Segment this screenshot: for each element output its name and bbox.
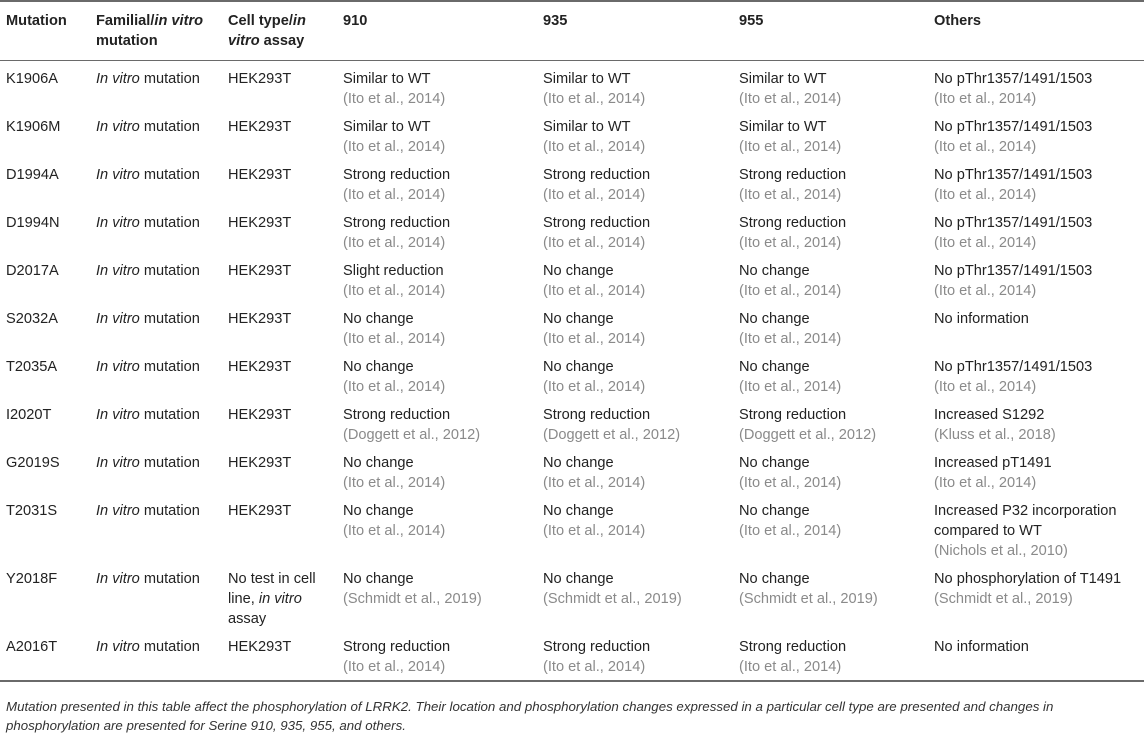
cell-935: Similar to WT (Ito et al., 2014) — [537, 61, 733, 113]
cell-910: Similar to WT (Ito et al., 2014) — [337, 112, 537, 160]
cell-familial: In vitro mutation — [96, 167, 200, 183]
citation: (Ito et al., 2014) — [543, 91, 646, 107]
table-caption: Mutation presented in this table affect the phosphorylation of LRRK2. Their location and phosphorylation changes expressed in a particular cell type are presented and changes in phosphorylation are presented for Serine 910, 935, 955, and others. — [6, 699, 1054, 733]
cell-910: No change (Ito et al., 2014) — [337, 448, 537, 496]
citation: (Ito et al., 2014) — [543, 331, 646, 347]
cell-955: No change (Schmidt et al., 2019) — [733, 564, 928, 632]
citation: (Ito et al., 2014) — [739, 379, 842, 395]
cell-others: No pThr1357/1491/1503 (Ito et al., 2014) — [928, 112, 1144, 160]
cell-910: No change (Ito et al., 2014) — [337, 496, 537, 564]
citation: (Ito et al., 2014) — [739, 331, 842, 347]
cell-955: No change (Ito et al., 2014) — [733, 256, 928, 304]
cell-910: Strong reduction (Ito et al., 2014) — [337, 160, 537, 208]
citation: (Ito et al., 2014) — [343, 523, 446, 539]
cell-cell-type: HEK293T — [228, 503, 292, 519]
cell-955: Strong reduction (Ito et al., 2014) — [733, 632, 928, 681]
citation: (Schmidt et al., 2019) — [543, 591, 682, 607]
cell-others: Increased S1292 (Kluss et al., 2018) — [928, 400, 1144, 448]
cell-others: No pThr1357/1491/1503 (Ito et al., 2014) — [928, 256, 1144, 304]
cell-mutation: D1994A — [6, 167, 59, 183]
cell-cell-type: HEK293T — [228, 119, 292, 135]
citation: (Ito et al., 2014) — [543, 187, 646, 203]
citation: (Ito et al., 2014) — [934, 91, 1037, 107]
header-955: 955 — [739, 13, 764, 29]
citation: (Ito et al., 2014) — [343, 91, 446, 107]
cell-familial: In vitro mutation — [96, 263, 200, 279]
citation: (Ito et al., 2014) — [739, 187, 842, 203]
citation: (Ito et al., 2014) — [343, 331, 446, 347]
cell-910: Similar to WT (Ito et al., 2014) — [337, 61, 537, 113]
citation: (Kluss et al., 2018) — [934, 427, 1056, 443]
cell-955: Strong reduction (Ito et al., 2014) — [733, 160, 928, 208]
cell-955: Similar to WT (Ito et al., 2014) — [733, 61, 928, 113]
citation: (Schmidt et al., 2019) — [739, 591, 878, 607]
header-mutation: Mutation — [6, 13, 67, 29]
citation: (Schmidt et al., 2019) — [343, 591, 482, 607]
cell-others: No information — [934, 639, 1029, 655]
cell-mutation: K1906M — [6, 119, 61, 135]
cell-familial: In vitro mutation — [96, 71, 200, 87]
header-cell-type: Cell type/in vitro assay — [228, 13, 306, 49]
cell-mutation: G2019S — [6, 455, 60, 471]
table-row — [0, 61, 1144, 113]
citation: (Ito et al., 2014) — [343, 659, 446, 675]
cell-955: No change (Ito et al., 2014) — [733, 448, 928, 496]
citation: (Ito et al., 2014) — [343, 379, 446, 395]
cell-cell-type: HEK293T — [228, 263, 292, 279]
citation: (Nichols et al., 2010) — [934, 543, 1068, 559]
cell-cell-type: HEK293T — [228, 639, 292, 655]
cell-935: No change (Schmidt et al., 2019) — [537, 564, 733, 632]
cell-mutation: T2035A — [6, 359, 58, 375]
citation: (Ito et al., 2014) — [739, 235, 842, 251]
table-row — [0, 304, 1144, 352]
cell-familial: In vitro mutation — [96, 215, 200, 231]
cell-cell-type: HEK293T — [228, 167, 292, 183]
cell-cell-type: HEK293T — [228, 71, 292, 87]
citation: (Ito et al., 2014) — [543, 235, 646, 251]
citation: (Ito et al., 2014) — [739, 139, 842, 155]
header-others: Others — [934, 13, 982, 29]
cell-familial: In vitro mutation — [96, 311, 200, 327]
cell-935: No change (Ito et al., 2014) — [537, 448, 733, 496]
cell-mutation: Y2018F — [6, 571, 58, 587]
table-row — [0, 160, 1144, 208]
cell-others: No pThr1357/1491/1503 (Ito et al., 2014) — [928, 208, 1144, 256]
cell-910: No change (Ito et al., 2014) — [337, 352, 537, 400]
cell-935: Strong reduction (Ito et al., 2014) — [537, 208, 733, 256]
cell-935: Strong reduction (Ito et al., 2014) — [537, 160, 733, 208]
cell-mutation: D2017A — [6, 263, 59, 279]
citation: (Ito et al., 2014) — [543, 523, 646, 539]
cell-910: Strong reduction (Doggett et al., 2012) — [337, 400, 537, 448]
table-body — [0, 61, 1144, 682]
citation: (Ito et al., 2014) — [343, 283, 446, 299]
citation: (Ito et al., 2014) — [343, 475, 446, 491]
cell-935: Strong reduction (Doggett et al., 2012) — [537, 400, 733, 448]
cell-cell-type: HEK293T — [228, 215, 292, 231]
cell-cell-type: HEK293T — [228, 359, 292, 375]
cell-familial: In vitro mutation — [96, 359, 200, 375]
header-910: 910 — [343, 13, 368, 29]
cell-cell-type: HEK293T — [228, 455, 292, 471]
citation: (Ito et al., 2014) — [543, 475, 646, 491]
cell-935: No change (Ito et al., 2014) — [537, 496, 733, 564]
table-row — [0, 112, 1144, 160]
cell-910: No change (Schmidt et al., 2019) — [337, 564, 537, 632]
cell-mutation: A2016T — [6, 639, 58, 655]
citation: (Ito et al., 2014) — [343, 139, 446, 155]
cell-935: No change (Ito et al., 2014) — [537, 256, 733, 304]
cell-935: No change (Ito et al., 2014) — [537, 352, 733, 400]
citation: (Doggett et al., 2012) — [543, 427, 681, 443]
cell-familial: In vitro mutation — [96, 639, 200, 655]
cell-910: Strong reduction (Ito et al., 2014) — [337, 208, 537, 256]
citation: (Ito et al., 2014) — [739, 659, 842, 675]
cell-others: No pThr1357/1491/1503 (Ito et al., 2014) — [928, 352, 1144, 400]
cell-955: No change (Ito et al., 2014) — [733, 496, 928, 564]
cell-mutation: S2032A — [6, 311, 58, 327]
citation: (Ito et al., 2014) — [343, 187, 446, 203]
citation: (Ito et al., 2014) — [934, 379, 1037, 395]
cell-955: No change (Ito et al., 2014) — [733, 352, 928, 400]
cell-cell-type: HEK293T — [228, 407, 292, 423]
cell-familial: In vitro mutation — [96, 455, 200, 471]
cell-familial: In vitro mutation — [96, 119, 200, 135]
citation: (Ito et al., 2014) — [934, 283, 1037, 299]
citation: (Ito et al., 2014) — [934, 235, 1037, 251]
cell-910: Slight reduction (Ito et al., 2014) — [337, 256, 537, 304]
cell-955: Strong reduction (Ito et al., 2014) — [733, 208, 928, 256]
citation: (Ito et al., 2014) — [739, 475, 842, 491]
citation: (Ito et al., 2014) — [739, 91, 842, 107]
cell-cell-type: HEK293T — [228, 311, 292, 327]
citation: (Ito et al., 2014) — [934, 475, 1037, 491]
cell-mutation: T2031S — [6, 503, 58, 519]
cell-955: Similar to WT (Ito et al., 2014) — [733, 112, 928, 160]
cell-familial: In vitro mutation — [96, 503, 200, 519]
citation: (Ito et al., 2014) — [543, 139, 646, 155]
table-row — [0, 208, 1144, 256]
table-row — [0, 400, 1144, 448]
cell-935: Strong reduction (Ito et al., 2014) — [537, 632, 733, 681]
citation: (Ito et al., 2014) — [739, 523, 842, 539]
citation: (Ito et al., 2014) — [739, 283, 842, 299]
header-familial: Familial/in vitro mutation — [96, 13, 204, 49]
cell-935: Similar to WT (Ito et al., 2014) — [537, 112, 733, 160]
cell-cell-type: No test in cell line, in vitro assay — [228, 571, 316, 627]
citation: (Ito et al., 2014) — [934, 187, 1037, 203]
citation: (Ito et al., 2014) — [543, 379, 646, 395]
table-row — [0, 632, 1144, 681]
cell-others: No information — [934, 311, 1029, 327]
cell-mutation: D1994N — [6, 215, 60, 231]
table-row — [0, 256, 1144, 304]
cell-mutation: K1906A — [6, 71, 58, 87]
header-row — [0, 1, 1144, 61]
table-row — [0, 496, 1144, 564]
cell-others: No pThr1357/1491/1503 (Ito et al., 2014) — [928, 61, 1144, 113]
citation: (Doggett et al., 2012) — [739, 427, 877, 443]
citation: (Doggett et al., 2012) — [343, 427, 481, 443]
cell-935: No change (Ito et al., 2014) — [537, 304, 733, 352]
table-row — [0, 564, 1144, 632]
cell-910: Strong reduction (Ito et al., 2014) — [337, 632, 537, 681]
cell-955: Strong reduction (Doggett et al., 2012) — [733, 400, 928, 448]
table-row — [0, 352, 1144, 400]
cell-mutation: I2020T — [6, 407, 52, 423]
citation: (Ito et al., 2014) — [543, 283, 646, 299]
header-935: 935 — [543, 13, 568, 29]
citation: (Ito et al., 2014) — [934, 139, 1037, 155]
cell-familial: In vitro mutation — [96, 571, 200, 587]
cell-others: No pThr1357/1491/1503 (Ito et al., 2014) — [928, 160, 1144, 208]
cell-others: No phosphorylation of T1491 (Schmidt et al., 2019) — [928, 564, 1144, 632]
cell-familial: In vitro mutation — [96, 407, 200, 423]
table-row — [0, 448, 1144, 496]
citation: (Schmidt et al., 2019) — [934, 591, 1073, 607]
citation: (Ito et al., 2014) — [343, 235, 446, 251]
cell-others: Increased P32 incorporation compared to WT (Nichols et al., 2010) — [928, 496, 1144, 564]
cell-910: No change (Ito et al., 2014) — [337, 304, 537, 352]
cell-others: Increased pT1491 (Ito et al., 2014) — [928, 448, 1144, 496]
citation: (Ito et al., 2014) — [543, 659, 646, 675]
cell-955: No change (Ito et al., 2014) — [733, 304, 928, 352]
